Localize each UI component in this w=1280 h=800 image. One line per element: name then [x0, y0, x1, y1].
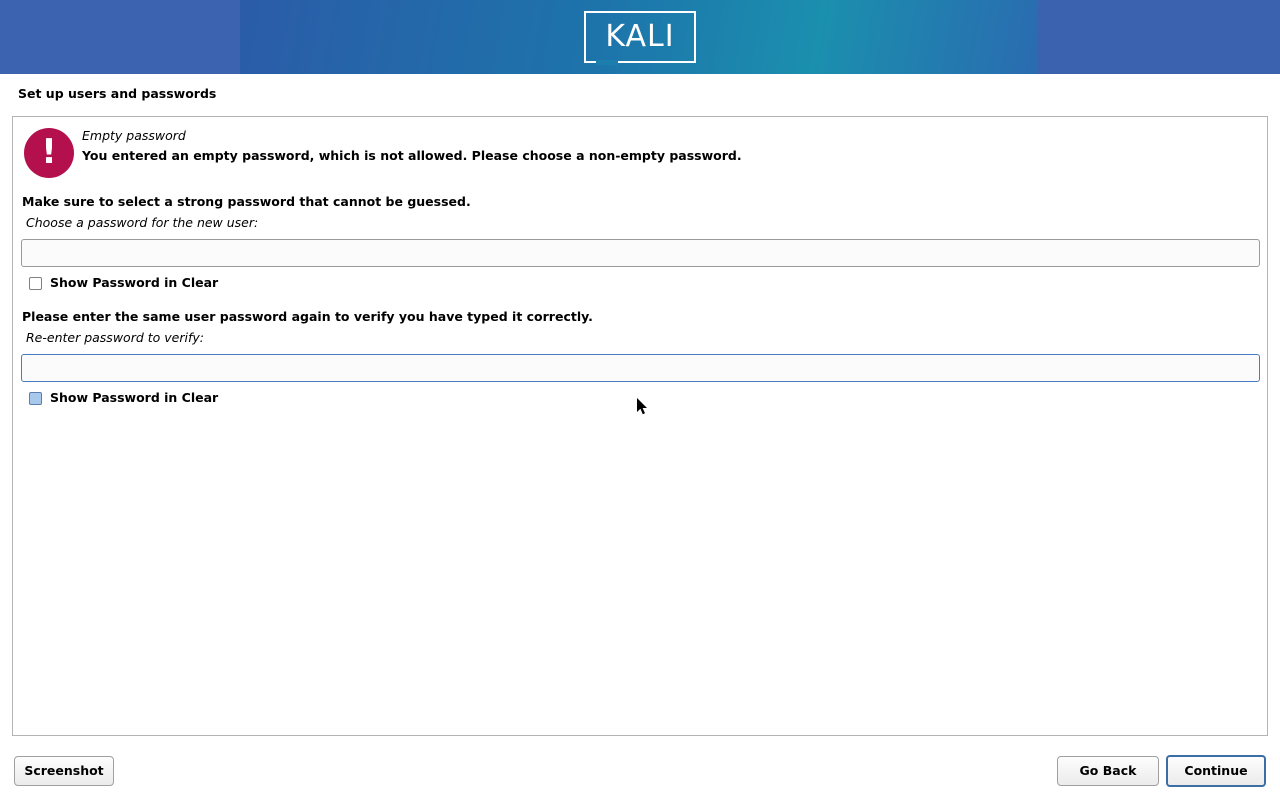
show-password-label-1: Show Password in Clear [50, 275, 219, 290]
screenshot-button[interactable]: Screenshot [14, 756, 114, 786]
kali-logo: KALI [584, 11, 696, 63]
password-input[interactable] [21, 239, 1260, 267]
error-title: Empty password [82, 128, 186, 143]
verify-field-label: Re-enter password to verify: [26, 330, 204, 345]
show-password-checkbox-2[interactable] [29, 392, 42, 405]
show-password-checkbox-1[interactable] [29, 277, 42, 290]
go-back-button[interactable]: Go Back [1057, 756, 1159, 786]
exclamation-icon: ! [24, 128, 74, 178]
kali-banner [0, 0, 1280, 74]
continue-button[interactable]: Continue [1166, 755, 1266, 787]
error-message: You entered an empty password, which is not allowed. Please choose a non-empty password. [82, 148, 742, 163]
verify-password-hint: Please enter the same user password again to verify you have typed it correctly. [22, 309, 593, 324]
page-title: Set up users and passwords [18, 86, 217, 101]
password-field-label: Choose a password for the new user: [26, 215, 259, 230]
banner-left-panel [0, 0, 241, 74]
installer-content-frame [12, 116, 1268, 736]
banner-right-panel [1038, 0, 1280, 74]
show-password-label-2: Show Password in Clear [50, 390, 219, 405]
kali-logo-notch [596, 60, 618, 65]
verify-password-input[interactable] [21, 354, 1260, 382]
password-strength-hint: Make sure to select a strong password that cannot be guessed. [22, 194, 471, 209]
